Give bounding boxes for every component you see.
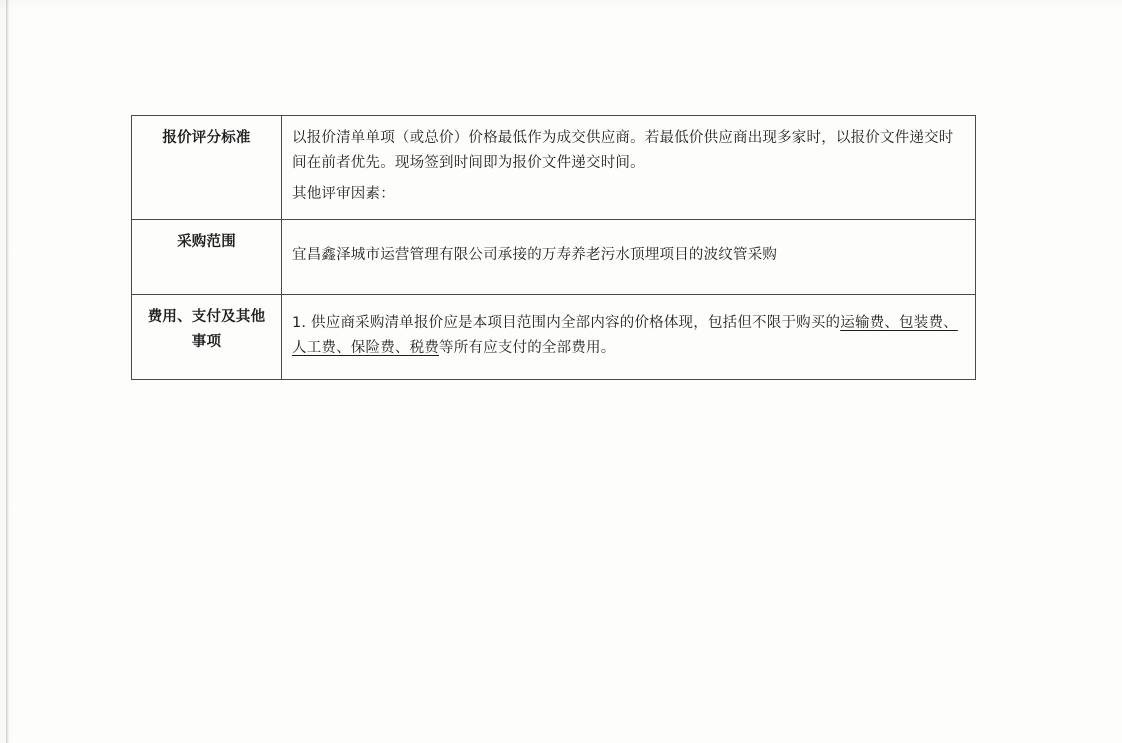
row-label-procurement-scope: 采购范围	[132, 219, 282, 294]
fees-text-part-3: 等所有应支付的全部费用。	[439, 339, 616, 356]
table-row	[132, 294, 976, 379]
row-content-fees-payment	[282, 294, 976, 379]
paragraph-other-factors: 其他评审因素：	[292, 185, 395, 202]
fees-text-part-2-underlined: 运输费、包装费、人工费、保险费、税费	[292, 314, 958, 356]
table-row	[132, 116, 976, 220]
terms-table	[131, 115, 976, 380]
fees-text-part-1: 1. 供应商采购清单报价应是本项目范围内全部内容的价格体现，包括但不限于购买的	[292, 314, 841, 331]
row-label-scoring-criteria: 报价评分标准	[132, 116, 282, 220]
row-content-procurement-scope	[282, 219, 976, 294]
paragraph-scoring-rule: 以报价清单单项（或总价）价格最低作为成交供应商。若最低价供应商出现多家时，以报价文件递交时间在前者优先。现场签到时间即为报价文件递交时间。	[292, 130, 954, 171]
row-content-scoring-criteria	[282, 116, 976, 220]
row-label-fees-payment: 费用、支付及其他事项	[132, 294, 282, 379]
table-row	[132, 219, 976, 294]
paragraph-scope-description: 宜昌鑫泽城市运营管理有限公司承接的万寿养老污水顶埋项目的波纹管采购	[292, 247, 778, 264]
page-binding-edge	[6, 0, 9, 743]
paragraph-fees-item-1	[292, 311, 965, 361]
